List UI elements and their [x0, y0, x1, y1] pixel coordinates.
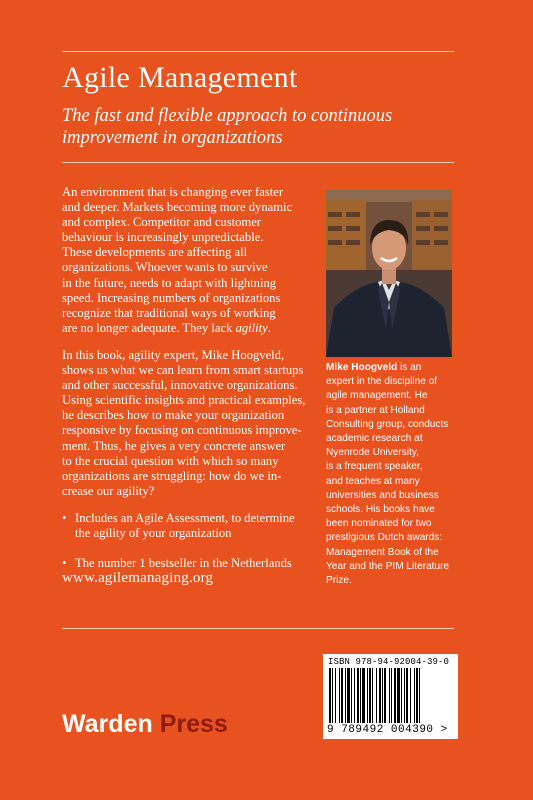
blurb-paragraph-1 — [62, 185, 308, 336]
feature-list — [62, 511, 308, 571]
bullet-icon: • — [62, 510, 67, 525]
barcode-bar — [347, 668, 350, 723]
book-title: Agile Management — [62, 61, 298, 94]
barcode-bar — [379, 668, 381, 723]
bottom-rule — [62, 628, 454, 629]
author-photo — [326, 190, 452, 357]
barcode-bar — [397, 668, 400, 723]
barcode-bar — [394, 668, 396, 723]
barcode-bar — [372, 668, 373, 723]
barcode-bar — [369, 668, 371, 723]
barcode-bar — [419, 668, 420, 723]
barcode-bar — [335, 668, 336, 723]
book-subtitle: The fast and flexible approach to continuous improvement in organizations — [62, 106, 393, 148]
barcode-bar — [376, 668, 377, 723]
publisher-logo — [62, 710, 228, 739]
barcode-bar — [401, 668, 402, 723]
barcode-bar — [339, 668, 340, 723]
barcode-bar — [345, 668, 346, 723]
website-url: www.agilemanaging.org — [62, 570, 214, 586]
publisher-name-warden: Warden — [62, 710, 153, 738]
barcode-bar — [389, 668, 390, 723]
barcode-digits: 9 789492 004390 > — [327, 724, 448, 736]
barcode-bar — [416, 668, 418, 723]
author-bio — [326, 361, 456, 588]
blurb — [62, 185, 308, 586]
isbn-barcode — [323, 654, 458, 739]
bullet-icon: • — [62, 556, 67, 571]
feature-text: Includes an Agile Assessment, to determine the agility of your organization — [75, 510, 295, 540]
author-bio-text: is an expert in the discipline of agile management. He is a partner at Holland Consulting group, conducts academic research at Nyenrode University, is a frequent speaker, and teaches at many universities and business schools. His books have been nominated for two prestigious Dutch awards: Management Book of the Year and the PIM Literature Prize. — [326, 362, 450, 587]
agility-emphasis: agility — [235, 320, 268, 335]
feature-text: The number 1 bestseller in the Netherlands — [75, 556, 292, 571]
barcode-bar — [391, 668, 392, 723]
barcode-bar — [351, 668, 352, 723]
isbn-number: ISBN 978-94-92004-39-0 — [328, 657, 450, 667]
barcode-bar — [382, 668, 383, 723]
author-name: Mike Hoogveld — [326, 362, 398, 373]
blurb-paragraph-1-text: An environment that is changing ever faster and deeper. Markets becoming more dynamic and complex. Competitor and customer behaviour is increasingly unpredictable. These developments are affecting all organizations. Whoever wants to survive in the future, needs to adapt with lightning speed. Increasing numbers of organizations recognize that traditional ways of working are no longer adequate. They lack — [62, 185, 293, 335]
barcode-bar — [362, 668, 365, 723]
paragraph-1-period: . — [267, 320, 271, 335]
top-rule — [62, 51, 454, 52]
feature-item — [62, 556, 308, 571]
barcode-bar — [404, 668, 405, 723]
barcode-bar — [360, 668, 361, 723]
subtitle-rule — [62, 162, 454, 163]
barcode-bar — [406, 668, 408, 723]
barcode-bars — [329, 668, 453, 723]
publisher-name-press: Press — [159, 710, 228, 738]
barcode-bar — [414, 668, 415, 723]
barcode-bar — [410, 668, 411, 723]
barcode-bar — [354, 668, 355, 723]
barcode-bar — [367, 668, 368, 723]
barcode-bar — [357, 668, 359, 723]
barcode-bar — [341, 668, 343, 723]
barcode-bar — [329, 668, 331, 723]
blurb-paragraph-2: In this book, agility expert, Mike Hoogveld, shows us what we can learn from smart startups and other successful, innovative organizations. Using scientific insights and practical examples, he describes how to make your organization responsive by focusing on continuous improve- ment. Thus, he gives a very concrete answer to the crucial question with which so many organizations are struggling: how do we in- crease our agility? — [62, 347, 306, 498]
barcode-bar — [332, 668, 333, 723]
feature-item — [62, 511, 308, 541]
barcode-bar — [384, 668, 386, 723]
